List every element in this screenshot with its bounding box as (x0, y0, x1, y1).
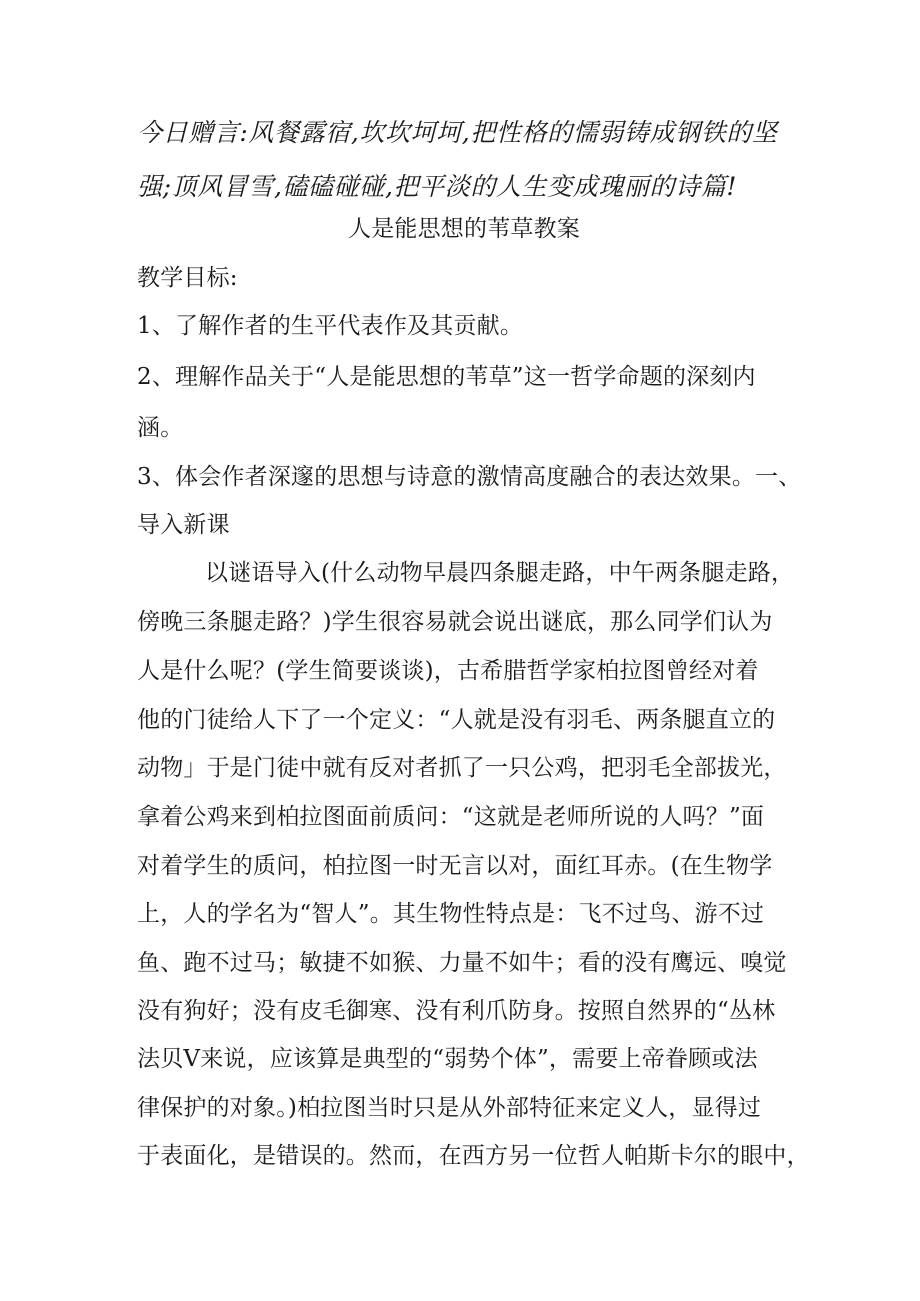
motto-line-1: 今日赠言:风餐露宿,坎坎坷坷,把性格的懦弱铸成钢铁的坚 (137, 118, 778, 147)
body-line: 傍晚三条腿走路？)学生很容易就会说出谜底，那么同学们认为 (137, 609, 773, 635)
objectives-heading: 教学目标: (137, 265, 238, 291)
objective-1: 1、了解作者的生平代表作及其贡献。 (137, 313, 524, 339)
body-line: 没有狗好；没有皮毛御寒、没有利爪防身。按照自然界的“丛林 (137, 998, 776, 1024)
objective-3-line-1: 3、体会作者深邃的思想与诗意的激情高度融合的表达效果。一、 (137, 464, 802, 490)
body-line: 于表面化，是错误的。然而，在西方另一位哲人帕斯卡尔的眼中， (137, 1143, 810, 1169)
objective-3-line-2: 导入新课 (137, 512, 230, 538)
body-line: 人是什么呢？(学生简要谈谈)，古希腊哲学家柏拉图曾经对着 (137, 658, 759, 684)
body-line: 鱼、跑不过马；敏捷不如猴、力量不如牛；看的没有鹰远、嗅觉 (137, 950, 787, 976)
body-line: 动物」于是门徒中就有反对者抓了一只公鸡，把羽毛全部拔光， (137, 755, 787, 781)
objective-2-line-2: 涵。 (137, 415, 184, 441)
body-line: 律保护的对象。)柏拉图当时只是从外部特征来定义人，显得过 (137, 1095, 762, 1121)
body-line: 拿着公鸡来到柏拉图面前质问：“这就是老师所说的人吗？”面 (137, 804, 765, 830)
body-line: 法贝V来说，应该算是典型的“弱势个体”，需要上帝眷顾或法 (137, 1046, 758, 1072)
body-line: 上，人的学名为“智人”。其生物性特点是：飞不过鸟、游不过 (137, 901, 765, 927)
motto-line-2: 强;顶风冒雪,磕磕碰碰,把平淡的人生变成瑰丽的诗篇! (137, 172, 737, 201)
objective-2-line-1: 2、理解作品关于“人是能思想的苇草”这一哲学命题的深刻内 (137, 364, 756, 390)
document-title: 人是能思想的苇草教案 (348, 216, 580, 242)
body-line: 以谜语导入(什么动物早晨四条腿走路，中午两条腿走路， (205, 560, 795, 586)
body-line: 对着学生的质问，柏拉图一时无言以对，面红耳赤。(在生物学 (137, 853, 773, 879)
body-line: 他的门徒给人下了一个定义：“人就是没有羽毛、两条腿直立的 (137, 707, 776, 733)
